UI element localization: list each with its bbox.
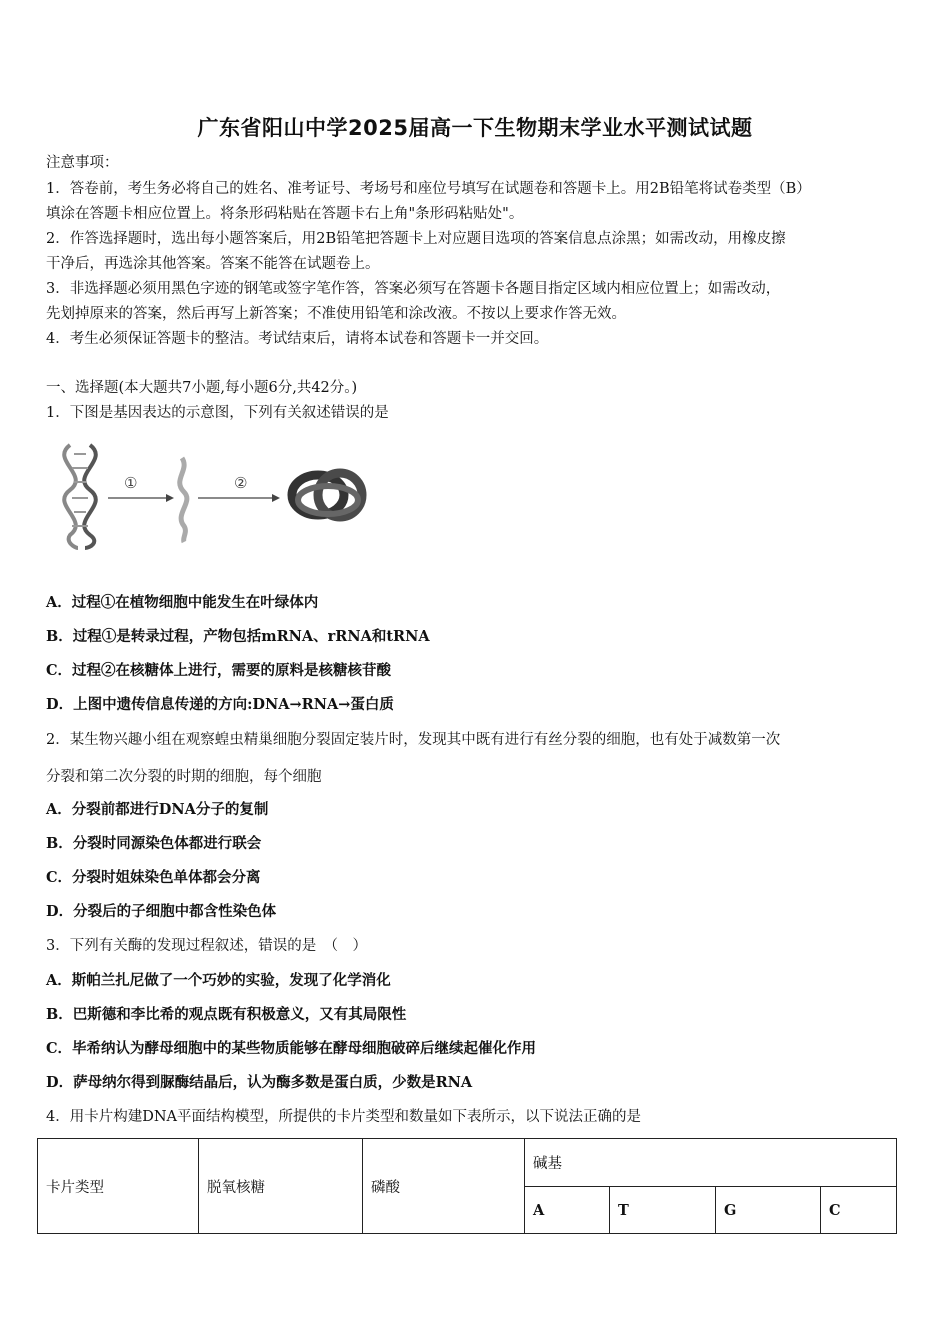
protein-coil-icon [292, 473, 362, 517]
step-1-label: ① [124, 474, 138, 492]
question-1-option-b: B．过程①是转录过程，产物包括mRNA、rRNA和tRNA [46, 628, 430, 645]
notice-line: 填涂在答题卡相应位置上。将条形码粘贴在答题卡右上角"条形码粘贴处"。 [46, 206, 524, 222]
question-2-option-b: B．分裂时同源染色体都进行联会 [46, 835, 262, 852]
notice-line: 3．非选择题必须用黑色字迹的钢笔或签字笔作答，答案必须写在答题卡各题目指定区域内相应位置上；如需改动， [46, 281, 781, 297]
question-2-option-a: A．分裂前都进行DNA分子的复制 [46, 801, 269, 818]
header-base: 碱基 [525, 1139, 897, 1187]
question-3-option-a: A．斯帕兰扎尼做了一个巧妙的实验，发现了化学消化 [46, 972, 391, 989]
header-base-c: C [821, 1187, 897, 1234]
question-3-stem: 3．下列有关酶的发现过程叙述，错误的是 （ ） [46, 938, 367, 954]
header-deoxyribose: 脱氧核糖 [199, 1139, 363, 1234]
mrna-strand-icon [180, 458, 187, 542]
notice-line: 干净后，再选涂其他答案。答案不能答在试题卷上。 [46, 256, 380, 272]
question-1-stem: 1．下图是基因表达的示意图，下列有关叙述错误的是 [46, 405, 389, 421]
header-card-type: 卡片类型 [38, 1139, 199, 1234]
question-3-option-d: D．萨母纳尔得到脲酶结晶后，认为酶多数是蛋白质，少数是RNA [46, 1074, 473, 1091]
notice-line: 先划掉原来的答案，然后再写上新答案；不准使用铅笔和涂改液。不按以上要求作答无效。 [46, 306, 626, 322]
notice-line: 1．答卷前，考生务必将自己的姓名、准考证号、考场号和座位号填写在试题卷和答题卡上。用2B铅笔将试卷类型（B） [46, 181, 811, 197]
table-row [38, 1139, 897, 1187]
header-base-g: G [716, 1187, 821, 1234]
question-2-stem: 2．某生物兴趣小组在观察蝗虫精巢细胞分裂固定装片时，发现其中既有进行有丝分裂的细胞，也有处于减数第一次 [46, 732, 781, 748]
question-1-option-c: C．过程②在核糖体上进行，需要的原料是核糖核苷酸 [46, 662, 392, 679]
notice-heading: 注意事项： [46, 155, 119, 171]
section-heading: 一、选择题(本大题共7小题,每小题6分,共42分。) [46, 380, 358, 396]
question-2-stem-cont: 分裂和第二次分裂的时期的细胞，每个细胞 [46, 769, 322, 785]
notice-line: 4．考生必须保证答题卡的整洁。考试结束后，请将本试卷和答题卡一并交回。 [46, 331, 549, 347]
header-phosphate: 磷酸 [363, 1139, 525, 1234]
question-3-option-b: B．巴斯德和李比希的观点既有积极意义，又有其局限性 [46, 1006, 407, 1023]
header-base-a: A [525, 1187, 610, 1234]
question-1-option-a: A．过程①在植物细胞中能发生在叶绿体内 [46, 594, 319, 611]
question-2-option-d: D．分裂后的子细胞中都含性染色体 [46, 903, 277, 920]
header-base-t: T [610, 1187, 716, 1234]
dna-helix-icon [64, 445, 96, 548]
question-3-option-c: C．毕希纳认为酵母细胞中的某些物质能够在酵母细胞破碎后继续起催化作用 [46, 1040, 537, 1057]
gene-expression-figure [60, 440, 390, 550]
step-2-label: ② [234, 474, 248, 492]
question-1-option-d: D．上图中遗传信息传递的方向:DNA→RNA→蛋白质 [46, 696, 394, 713]
page-title: 广东省阳山中学2025届高一下生物期末学业水平测试试题 [197, 116, 753, 140]
question-2-option-c: C．分裂时姐妹染色单体都会分离 [46, 869, 261, 886]
notice-line: 2．作答选择题时，选出每小题答案后，用2B铅笔把答题卡上对应题目选项的答案信息点涂黑；如需改动，用橡皮擦 [46, 231, 786, 247]
card-table [37, 1138, 897, 1234]
question-4-stem: 4．用卡片构建DNA平面结构模型，所提供的卡片类型和数量如下表所示，以下说法正确的是 [46, 1109, 642, 1125]
